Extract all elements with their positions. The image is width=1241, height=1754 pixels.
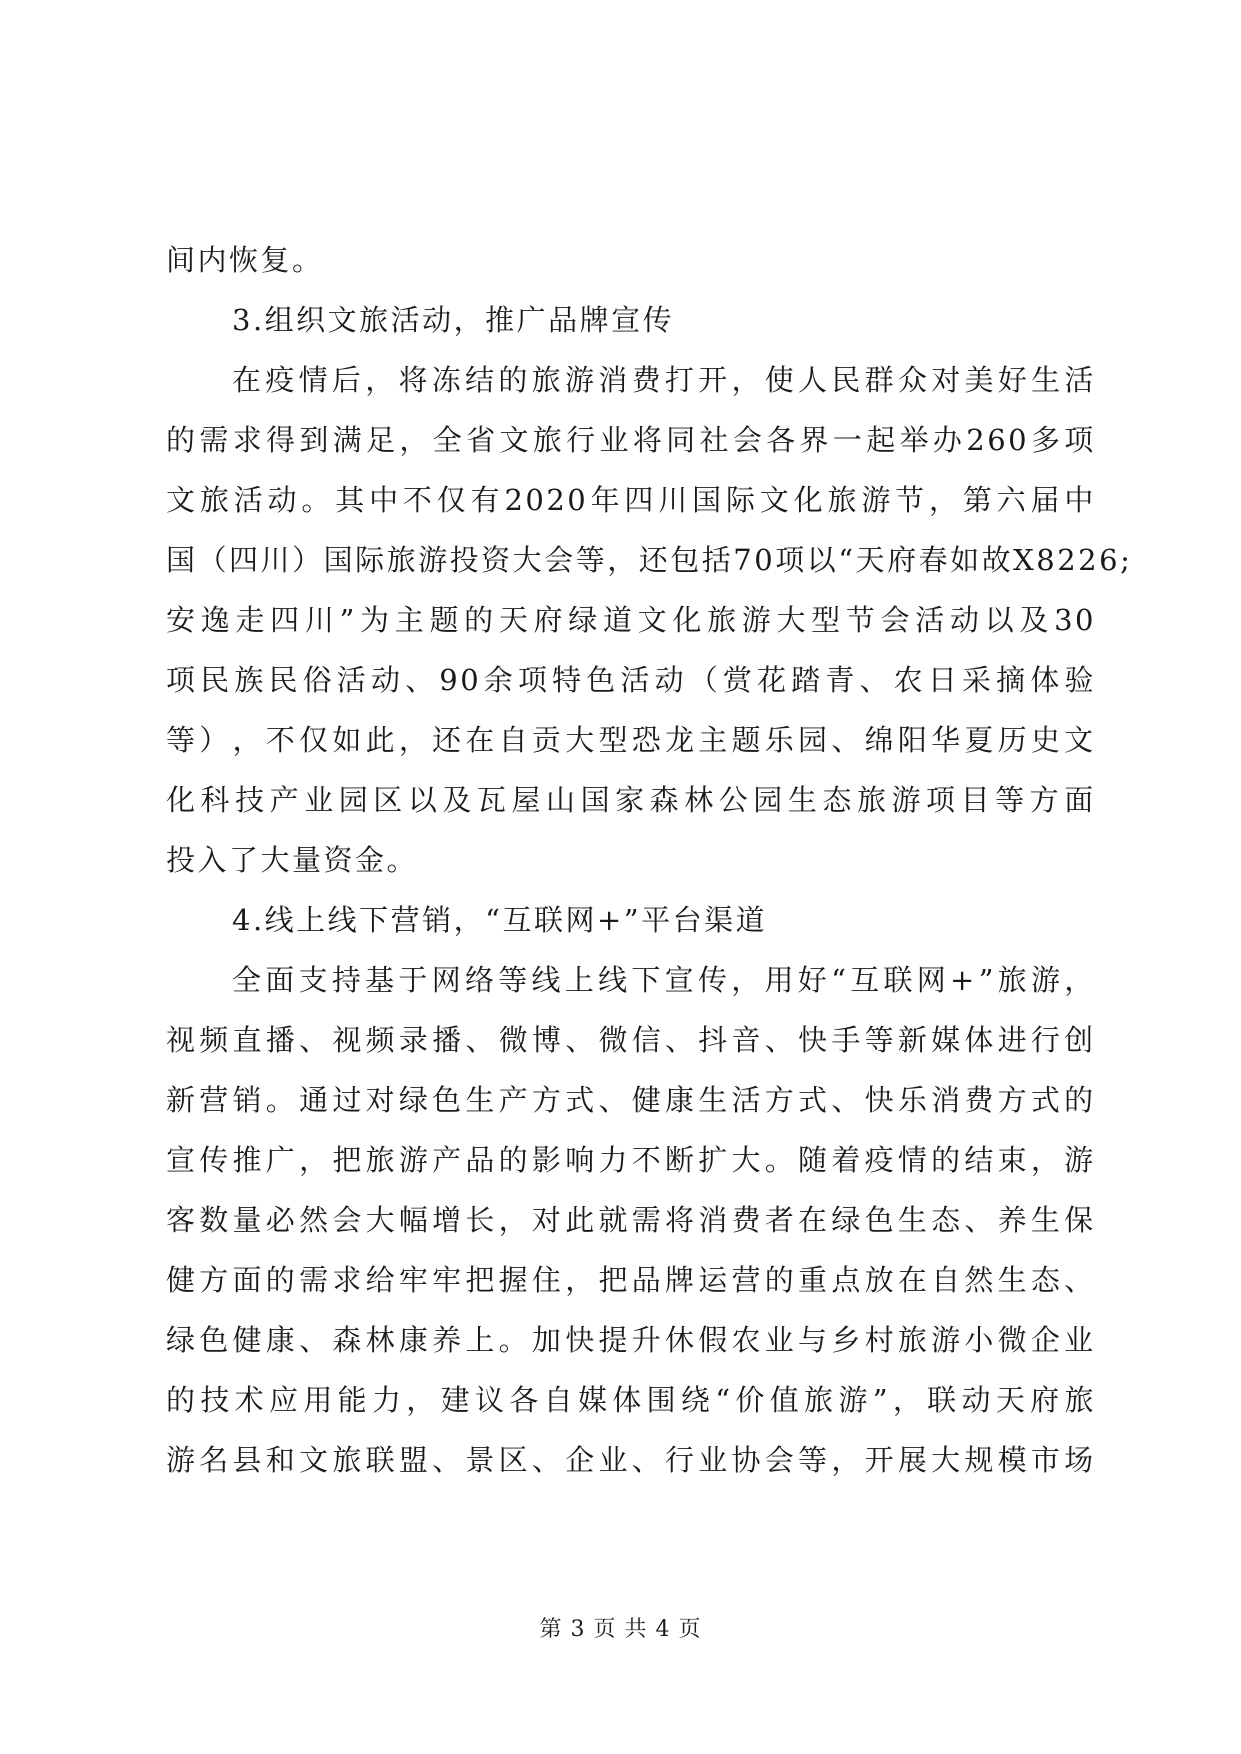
text-line: 化 科 技 产 业 园 区 以 及 瓦 屋 山 国 家 森 林 公 园 生 态 旅 游 项 目 等 方 面 bbox=[166, 783, 1096, 817]
text-line: 间内恢复。 bbox=[166, 243, 324, 277]
text-line: 国 （ 四 川 ） 国 际 旅 游 投 资 大 会 等 ， 还 包 括 70 项 以 “ 天 府 春 如 故 X8226; bbox=[166, 543, 1133, 577]
text-line: 绿 色 健 康 、 森 林 康 养 上 。 加 快 提 升 休 假 农 业 与 乡 村 旅 游 小 微 企 业 bbox=[166, 1323, 1096, 1357]
text-line: 4.线上线下营销，“互联网+”平台渠道 bbox=[232, 903, 768, 937]
text-line: 客 数 量 必 然 会 大 幅 增 长 ， 对 此 就 需 将 消 费 者 在 绿 色 生 态 、 养 生 保 bbox=[166, 1203, 1096, 1237]
body-text bbox=[166, 230, 1133, 1490]
text-line: 3.组织文旅活动，推广品牌宣传 bbox=[232, 303, 675, 337]
page-footer: 第 3 页 共 4 页 bbox=[539, 1617, 702, 1642]
text-line: 的 需 求 得 到 满 足 ， 全 省 文 旅 行 业 将 同 社 会 各 界 一 起 举 办 260 多 项 bbox=[166, 423, 1096, 457]
text-line: 游 名 县 和 文 旅 联 盟 、 景 区 、 企 业 、 行 业 协 会 等 ， 开 展 大 规 模 市 场 bbox=[166, 1443, 1096, 1477]
text-line: 等 ） ， 不 仅 如 此 ， 还 在 自 贡 大 型 恐 龙 主 题 乐 园 、 绵 阳 华 夏 历 史 文 bbox=[166, 723, 1096, 757]
text-line: 项 民 族 民 俗 活 动 、 90 余 项 特 色 活 动 （ 赏 花 踏 青 、 农 日 采 摘 体 验 bbox=[166, 663, 1096, 697]
text-line: 安 逸 走 四 川 ” 为 主 题 的 天 府 绿 道 文 化 旅 游 大 型 节 会 活 动 以 及 30 bbox=[166, 603, 1096, 637]
text-line: 视 频 直 播 、 视 频 录 播 、 微 博 、 微 信 、 抖 音 、 快 手 等 新 媒 体 进 行 创 bbox=[166, 1023, 1096, 1057]
text-line: 的 技 术 应 用 能 力 ， 建 议 各 自 媒 体 围 绕 “ 价 值 旅 游 ” ， 联 动 天 府 旅 bbox=[166, 1383, 1096, 1417]
text-line: 在 疫 情 后 ， 将 冻 结 的 旅 游 消 费 打 开 ， 使 人 民 群 众 对 美 好 生 活 bbox=[232, 363, 1096, 397]
text-line: 文 旅 活 动 。 其 中 不 仅 有 2020 年 四 川 国 际 文 化 旅 游 节 ， 第 六 届 中 bbox=[166, 483, 1096, 517]
text-line: 新 营 销 。 通 过 对 绿 色 生 产 方 式 、 健 康 生 活 方 式 、 快 乐 消 费 方 式 的 bbox=[166, 1083, 1096, 1117]
text-line: 全 面 支 持 基 于 网 络 等 线 上 线 下 宣 传 ， 用 好 “ 互 联 网 + ” 旅 游 ， bbox=[232, 963, 1096, 997]
text-line: 宣 传 推 广 ， 把 旅 游 产 品 的 影 响 力 不 断 扩 大 。 随 着 疫 情 的 结 束 ， 游 bbox=[166, 1143, 1096, 1177]
text-line: 投入了大量资金。 bbox=[166, 843, 419, 877]
text-line: 健 方 面 的 需 求 给 牢 牢 把 握 住 ， 把 品 牌 运 营 的 重 点 放 在 自 然 生 态 、 bbox=[166, 1263, 1096, 1297]
